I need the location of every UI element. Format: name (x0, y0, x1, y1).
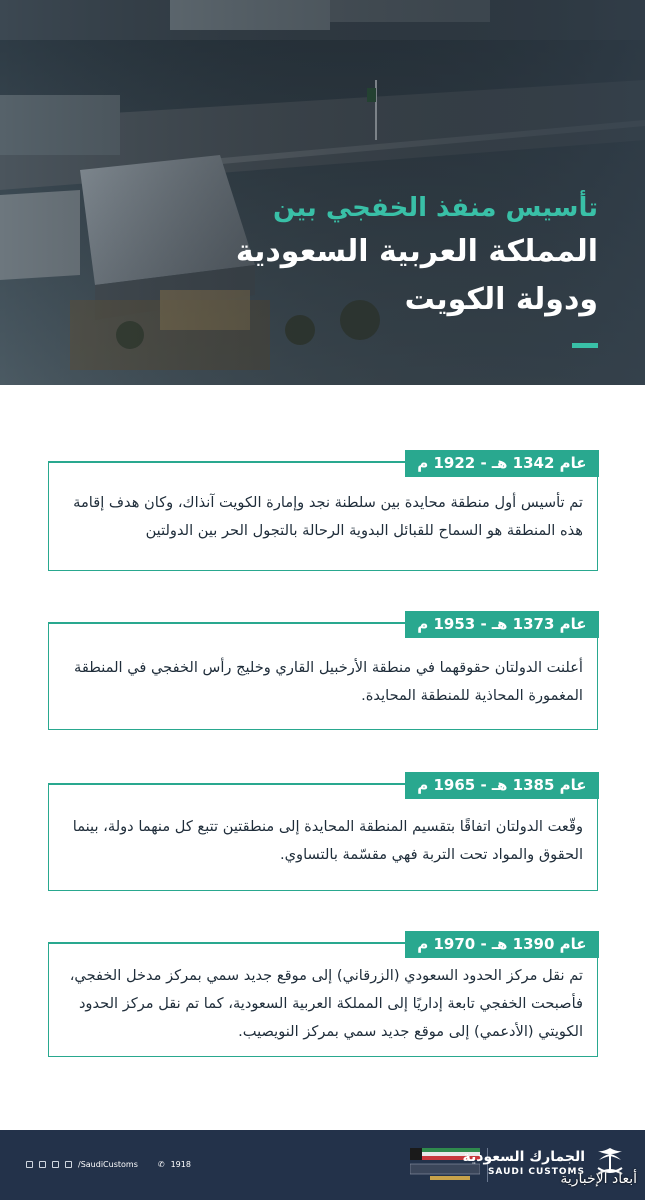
hero-title-line2: المملكة العربية السعودية (235, 234, 598, 269)
timeline-text: وقّعت الدولتان اتفاقًا بتقسيم المنطقة المحايدة إلى منطقتين تتبع كل منهما دولة، بينما الحقوق والمواد تحت التربة فهي مقسّمة بالتساوي. (72, 818, 583, 863)
timeline-text: تم نقل مركز الحدود السعودي (الزرقاني) إلى موقع جديد سمي بمركز مدخل الخفجي، فأصبحت الخفجي تابعة إداريًا إلى المملكة العربية السعودية، كما تم نقل مركز الحدود الكويتي (الأدعمي) إلى موقع جديد سمي بمركز النويصيب. (69, 967, 583, 1040)
hero-title-line1: تأسيس منفذ الخفجي بين (273, 193, 598, 223)
hero-banner (0, 0, 645, 385)
timeline-text: أعلنت الدولتان حقوقهما في منطقة الأرخبيل القاري وخليج رأس الخفجي في المنطقة المغمورة المحاذية للمنطقة المحايدة. (74, 659, 583, 704)
timeline-card-1953 (48, 615, 598, 730)
social-handle[interactable]: /SaudiCustoms (78, 1160, 138, 1169)
hero-title-line3: ودولة الكويت (404, 282, 598, 317)
watermark: أبعاد الإخبارية (560, 1171, 637, 1187)
timeline-year-badge: عام 1373 هـ - 1953 م (405, 611, 598, 638)
timeline-year-badge: عام 1390 هـ - 1970 م (405, 931, 598, 958)
card-top-border (48, 783, 426, 785)
linkedin-icon[interactable] (65, 1161, 72, 1168)
card-top-border (48, 942, 426, 944)
phone-icon: ✆ (157, 1160, 165, 1169)
timeline-text: تم تأسيس أول منطقة محايدة بين سلطنة نجد وإمارة الكويت آنذاك، وكان هدف إقامة هذه المنطقة هو السماح للقبائل البدوية الرحالة بالتجول الحر بين الدولتين (73, 494, 583, 539)
hero-title (236, 188, 598, 324)
facebook-icon[interactable] (26, 1161, 33, 1168)
phone-number[interactable]: 1918 (170, 1160, 191, 1169)
hero-accent-bar (572, 343, 598, 348)
footer-contact (26, 1160, 191, 1169)
instagram-icon[interactable] (52, 1161, 59, 1168)
footer (0, 1130, 645, 1200)
timeline-card-1970 (48, 935, 598, 1057)
card-top-border (48, 461, 426, 463)
timeline-card-1922 (48, 454, 598, 571)
card-top-border (48, 622, 426, 624)
timeline-card-1965 (48, 776, 598, 891)
twitter-icon[interactable] (39, 1161, 46, 1168)
timeline-year-badge: عام 1342 هـ - 1922 م (405, 450, 598, 477)
org-name-en: SAUDI CUSTOMS (487, 1167, 585, 1177)
org-name-ar: الجمارك السعودية (462, 1149, 585, 1165)
timeline-year-badge: عام 1385 هـ - 1965 م (405, 772, 598, 799)
